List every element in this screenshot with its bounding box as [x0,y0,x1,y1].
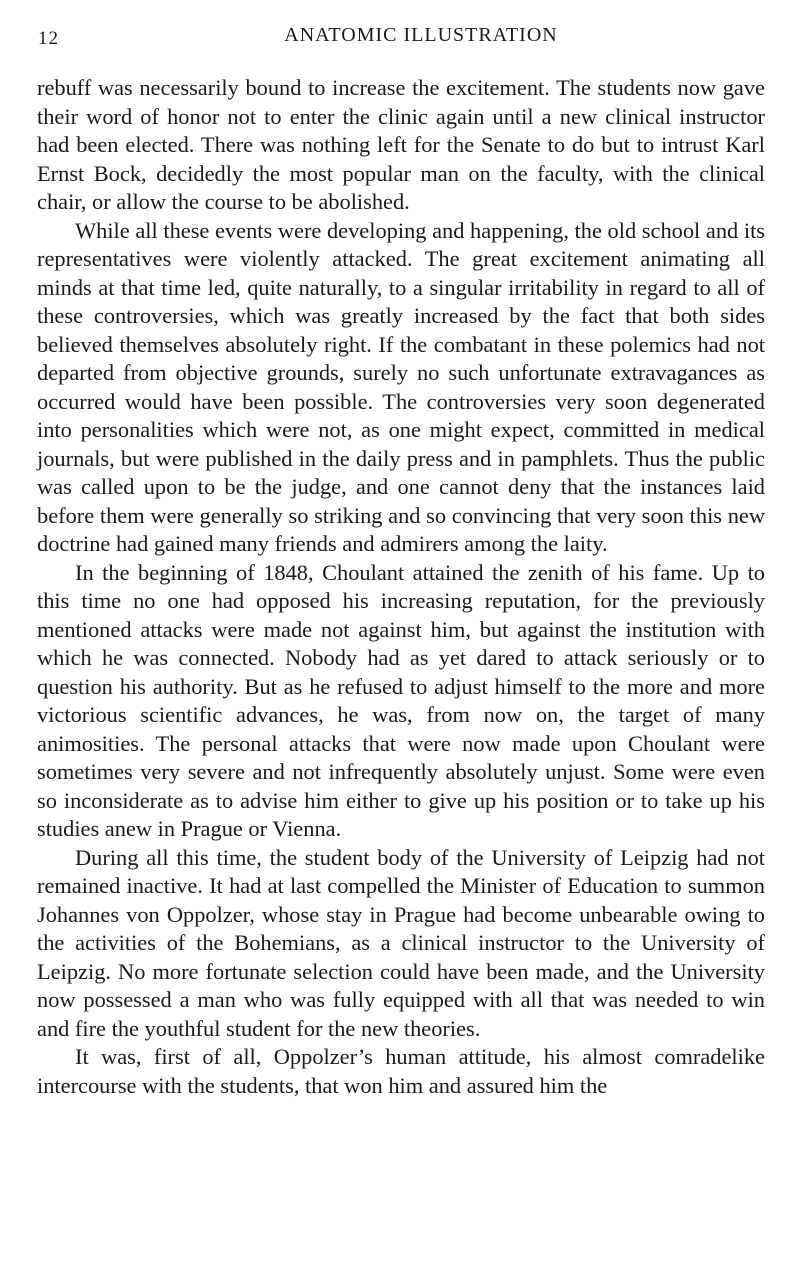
paragraph-3: In the beginning of 1848, Choulant attained the zenith of his fame. Up to this time no one had opposed his increasing reputation, for the previously mentioned attacks were made not against him, but against the institution with which he was connected. Nobody had as yet dared to attack seriously or to question his authority. But as he refused to adjust himself to the more and more victorious scientific advances, he was, from now on, the target of many animosities. The personal attacks that were now made upon Choulant were sometimes very severe and not infrequently absolutely unjust. Some were even so inconsiderate as to advise him either to give up his position or to take up his studies anew in Prague or Vienna. [37,559,765,841]
paragraph-2: While all these events were developing and happening, the old school and its representatives were violently attacked. The great excitement animating all minds at that time led, quite naturally, to a singular irritability in regard to all of these controversies, which was greatly increased by the fact that both sides believed themselves absolutely right. If the combatant in these polemics had not departed from objective grounds, surely no such unfortunate extravagances as occurred would have been possible. The controversies very soon degenerated into personalities which were not, as one might expect, committed in medical journals, but were published in the daily press and in pamphlets. Thus the public was called upon to be the judge, and one cannot deny that the instances laid before them were generally so striking and so convincing that very soon this new doctrine had gained many friends and admirers among the laity. [37,217,765,556]
page-number: 12 [38,28,59,49]
body-text [37,74,765,1100]
running-head [38,24,764,54]
running-title: ANATOMIC ILLUSTRATION [284,24,558,46]
paragraph-5: It was, first of all, Oppolzer’s human attitude, his almost comradelike intercourse with the students, that won him and assured him the [37,1044,765,1098]
paragraph-4: During all this time, the student body of the University of Leipzig had not remained inactive. It had at last compelled the Minister of Education to summon Johannes von Oppolzer, whose stay in Prague had become unbearable owing to the activities of the Bohemians, as a clinical instructor to the University of Leipzig. No more fortunate selection could have been made, and the University now possessed a man who was fully equipped with all that was needed to win and fire the youthful student for the new theories. [37,844,765,1041]
paragraph-1: rebuff was necessarily bound to increase the excitement. The students now gave their word of honor not to enter the clinic again until a new clinical instructor had been elected. There was nothing left for the Senate to do but to intrust Karl Ernst Bock, decidedly the most popular man on the faculty, with the clinical chair, or allow the course to be abolished. [37,75,765,214]
